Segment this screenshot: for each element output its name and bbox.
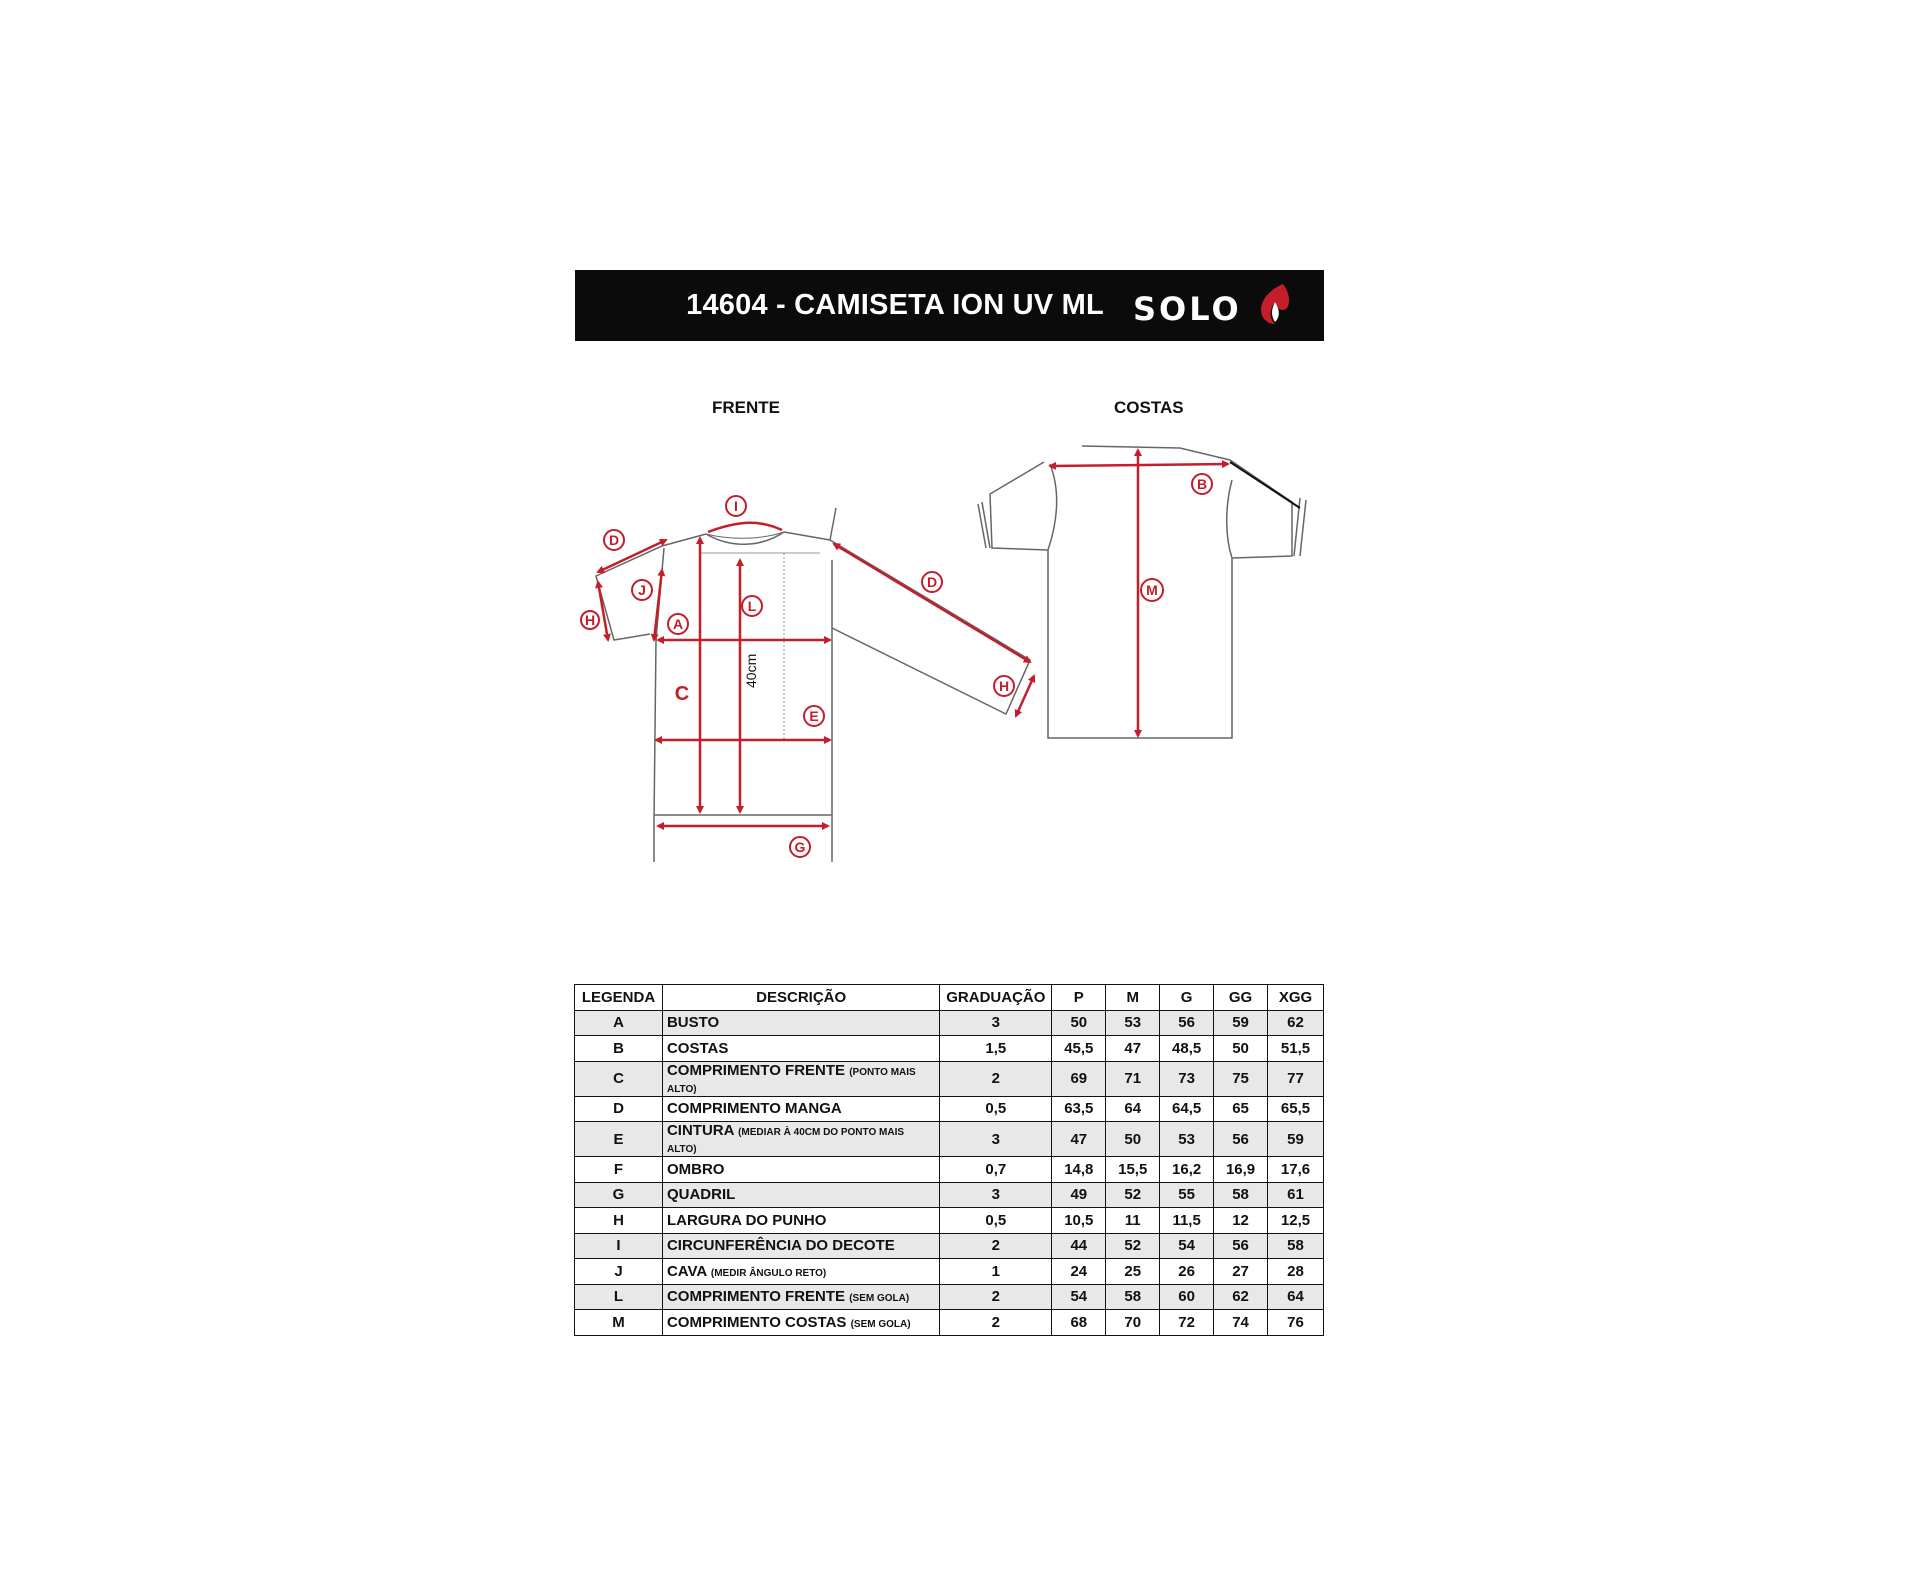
marker-g: [790, 837, 810, 857]
size-m-cell: 70: [1106, 1310, 1160, 1336]
column-header: G: [1160, 985, 1214, 1011]
size-g-cell: 11,5: [1160, 1208, 1214, 1234]
table-row: [575, 1036, 1324, 1062]
size-xgg-cell: 59: [1268, 1122, 1324, 1157]
size-m-cell: 47: [1106, 1036, 1160, 1062]
table-row: [575, 1010, 1324, 1036]
size-gg-cell: 27: [1214, 1259, 1268, 1285]
description-cell: COMPRIMENTO FRENTE (PONTO MAIS ALTO): [662, 1061, 939, 1096]
column-header: XGG: [1268, 985, 1324, 1011]
size-gg-cell: 56: [1214, 1233, 1268, 1259]
graduation-cell: 3: [940, 1122, 1052, 1157]
size-p-cell: 69: [1052, 1061, 1106, 1096]
size-m-cell: 11: [1106, 1208, 1160, 1234]
size-p-cell: 50: [1052, 1010, 1106, 1036]
svg-text:L: L: [747, 598, 757, 614]
size-gg-cell: 59: [1214, 1010, 1268, 1036]
size-p-cell: 68: [1052, 1310, 1106, 1336]
size-xgg-cell: 17,6: [1268, 1157, 1324, 1183]
size-g-cell: 26: [1160, 1259, 1214, 1285]
size-gg-cell: 62: [1214, 1284, 1268, 1310]
marker-c: [675, 683, 689, 705]
table-row: [575, 1310, 1324, 1336]
column-header: LEGENDA: [575, 985, 663, 1011]
size-g-cell: 54: [1160, 1233, 1214, 1259]
size-xgg-cell: 61: [1268, 1182, 1324, 1208]
table-row: [575, 1182, 1324, 1208]
size-gg-cell: 58: [1214, 1182, 1268, 1208]
back-view-label: COSTAS: [1114, 398, 1184, 417]
size-m-cell: 64: [1106, 1096, 1160, 1122]
front-shirt-outline: [596, 508, 1030, 862]
description-cell: CINTURA (MEDIAR À 40CM DO PONTO MAIS ALTO): [662, 1122, 939, 1157]
size-xgg-cell: 51,5: [1268, 1036, 1324, 1062]
size-p-cell: 47: [1052, 1122, 1106, 1157]
description-cell: BUSTO: [662, 1010, 939, 1036]
size-m-cell: 53: [1106, 1010, 1160, 1036]
graduation-cell: 1,5: [940, 1036, 1052, 1062]
table-row: [575, 1157, 1324, 1183]
size-gg-cell: 12: [1214, 1208, 1268, 1234]
svg-text:C: C: [674, 683, 690, 705]
marker-d-short: [604, 530, 624, 550]
marker-i: [726, 496, 746, 516]
legend-cell: I: [575, 1233, 663, 1259]
description-cell: OMBRO: [662, 1157, 939, 1183]
description-cell: CAVA (MEDIR ÂNGULO RETO): [662, 1259, 939, 1285]
svg-text:H: H: [584, 612, 596, 628]
size-g-cell: 16,2: [1160, 1157, 1214, 1183]
marker-l: [742, 596, 762, 616]
svg-text:D: D: [608, 532, 620, 548]
legend-cell: J: [575, 1259, 663, 1285]
graduation-cell: 2: [940, 1061, 1052, 1096]
size-m-cell: 50: [1106, 1122, 1160, 1157]
size-g-cell: 53: [1160, 1122, 1214, 1157]
size-m-cell: 15,5: [1106, 1157, 1160, 1183]
size-g-cell: 48,5: [1160, 1036, 1214, 1062]
graduation-cell: 2: [940, 1284, 1052, 1310]
size-g-cell: 73: [1160, 1061, 1214, 1096]
size-xgg-cell: 58: [1268, 1233, 1324, 1259]
page-title: 14604 - CAMISETA ION UV ML: [686, 289, 1104, 321]
svg-text:D: D: [926, 574, 938, 590]
marker-e: [804, 706, 824, 726]
size-g-cell: 72: [1160, 1310, 1214, 1336]
graduation-cell: 2: [940, 1310, 1052, 1336]
marker-b: [1192, 474, 1212, 494]
marker-h-left: [581, 611, 599, 629]
column-header: M: [1106, 985, 1160, 1011]
size-m-cell: 52: [1106, 1182, 1160, 1208]
description-cell: COMPRIMENTO FRENTE (SEM GOLA): [662, 1284, 939, 1310]
size-m-cell: 71: [1106, 1061, 1160, 1096]
graduation-cell: 0,7: [940, 1157, 1052, 1183]
size-g-cell: 64,5: [1160, 1096, 1214, 1122]
size-xgg-cell: 28: [1268, 1259, 1324, 1285]
size-p-cell: 45,5: [1052, 1036, 1106, 1062]
size-xgg-cell: 65,5: [1268, 1096, 1324, 1122]
size-xgg-cell: 64: [1268, 1284, 1324, 1310]
table-row: [575, 1233, 1324, 1259]
size-p-cell: 24: [1052, 1259, 1106, 1285]
front-measure-lines: [598, 523, 1034, 826]
marker-h-right: [994, 676, 1014, 696]
size-g-cell: 55: [1160, 1182, 1214, 1208]
size-xgg-cell: 77: [1268, 1061, 1324, 1096]
brand-logo-text: SOLO: [1133, 290, 1242, 328]
size-g-cell: 60: [1160, 1284, 1214, 1310]
legend-cell: C: [575, 1061, 663, 1096]
table-row: [575, 1208, 1324, 1234]
size-p-cell: 63,5: [1052, 1096, 1106, 1122]
column-header: DESCRIÇÃO: [662, 985, 939, 1011]
column-header: P: [1052, 985, 1106, 1011]
legend-cell: F: [575, 1157, 663, 1183]
table-row: [575, 1096, 1324, 1122]
graduation-cell: 3: [940, 1182, 1052, 1208]
marker-d-long: [922, 572, 942, 592]
svg-text:I: I: [734, 498, 738, 514]
description-cell: LARGURA DO PUNHO: [662, 1208, 939, 1234]
size-p-cell: 10,5: [1052, 1208, 1106, 1234]
graduation-cell: 1: [940, 1259, 1052, 1285]
table-row: [575, 1061, 1324, 1096]
note-40cm: 40cm: [743, 653, 759, 688]
description-cell: COMPRIMENTO COSTAS (SEM GOLA): [662, 1310, 939, 1336]
legend-cell: H: [575, 1208, 663, 1234]
size-m-cell: 52: [1106, 1233, 1160, 1259]
graduation-cell: 0,5: [940, 1208, 1052, 1234]
description-cell: QUADRIL: [662, 1182, 939, 1208]
table-row: [575, 1259, 1324, 1285]
size-table: [574, 984, 1324, 1336]
svg-text:B: B: [1196, 476, 1208, 492]
legend-cell: G: [575, 1182, 663, 1208]
table-row: [575, 1284, 1324, 1310]
back-markers: [1141, 474, 1212, 601]
size-gg-cell: 50: [1214, 1036, 1268, 1062]
description-cell: COSTAS: [662, 1036, 939, 1062]
svg-text:E: E: [809, 708, 819, 724]
marker-m: [1141, 579, 1163, 601]
table-row: [575, 1122, 1324, 1157]
column-header: GG: [1214, 985, 1268, 1011]
legend-cell: M: [575, 1310, 663, 1336]
description-cell: CIRCUNFERÊNCIA DO DECOTE: [662, 1233, 939, 1259]
size-m-cell: 58: [1106, 1284, 1160, 1310]
size-gg-cell: 56: [1214, 1122, 1268, 1157]
size-gg-cell: 74: [1214, 1310, 1268, 1336]
graduation-cell: 3: [940, 1010, 1052, 1036]
marker-j: [632, 580, 652, 600]
table-header-row: [575, 985, 1324, 1011]
legend-cell: B: [575, 1036, 663, 1062]
size-xgg-cell: 62: [1268, 1010, 1324, 1036]
front-view-label: FRENTE: [712, 398, 780, 417]
legend-cell: E: [575, 1122, 663, 1157]
size-gg-cell: 65: [1214, 1096, 1268, 1122]
graduation-cell: 2: [940, 1233, 1052, 1259]
size-p-cell: 54: [1052, 1284, 1106, 1310]
size-xgg-cell: 12,5: [1268, 1208, 1324, 1234]
size-xgg-cell: 76: [1268, 1310, 1324, 1336]
size-p-cell: 14,8: [1052, 1157, 1106, 1183]
legend-cell: L: [575, 1284, 663, 1310]
graduation-cell: 0,5: [940, 1096, 1052, 1122]
size-m-cell: 25: [1106, 1259, 1160, 1285]
size-g-cell: 56: [1160, 1010, 1214, 1036]
svg-text:J: J: [638, 582, 646, 598]
description-cell: COMPRIMENTO MANGA: [662, 1096, 939, 1122]
size-gg-cell: 16,9: [1214, 1157, 1268, 1183]
svg-text:G: G: [794, 839, 806, 855]
svg-text:M: M: [1146, 582, 1158, 598]
svg-text:A: A: [672, 616, 684, 632]
svg-text:H: H: [998, 678, 1010, 694]
size-gg-cell: 75: [1214, 1061, 1268, 1096]
marker-a: [668, 614, 688, 634]
size-p-cell: 49: [1052, 1182, 1106, 1208]
legend-cell: D: [575, 1096, 663, 1122]
column-header: GRADUAÇÃO: [940, 985, 1052, 1011]
size-p-cell: 44: [1052, 1233, 1106, 1259]
legend-cell: A: [575, 1010, 663, 1036]
